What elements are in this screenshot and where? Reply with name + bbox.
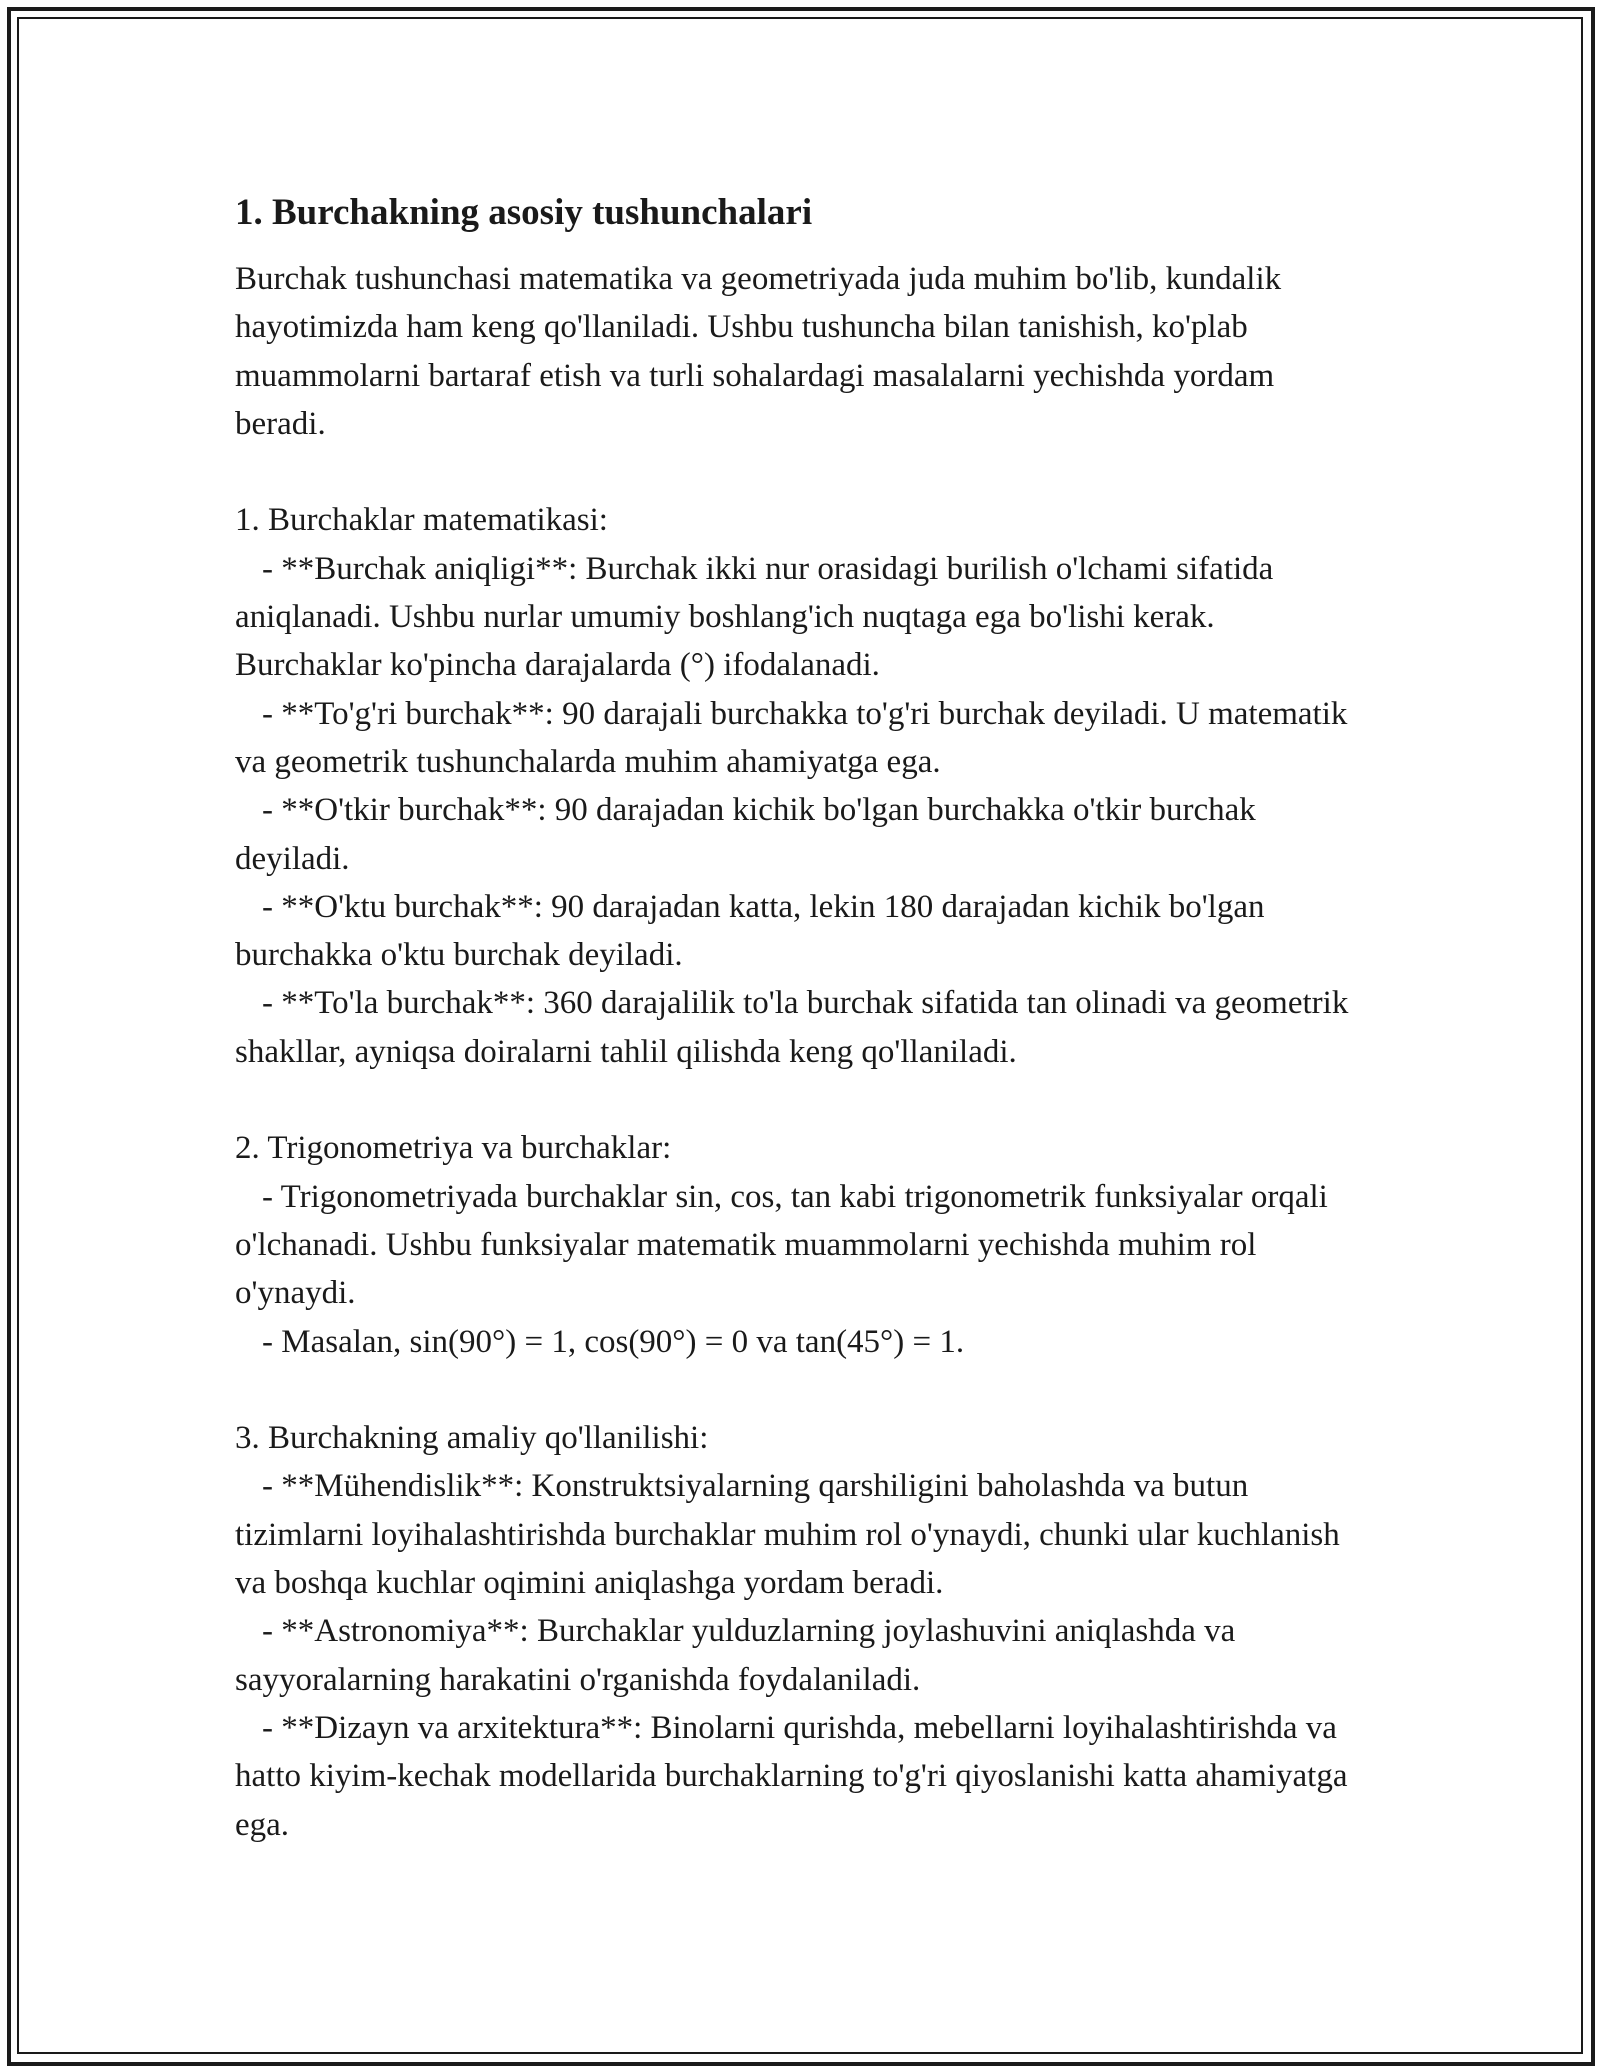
list-item: - **O'tkir burchak**: 90 darajadan kichik bo'lgan burchakka o'tkir burchak deyiladi.: [235, 792, 1256, 877]
list-item: - **To'la burchak**: 360 darajalilik to'la burchak sifatida tan olinadi va geometrik shakllar, ayniqsa doiralarni tahlil qilishda keng qo'llaniladi.: [235, 985, 1349, 1070]
list-item: - **Astronomiya**: Burchaklar yulduzlarning joylashuvini aniqlashda va sayyoralarning harakatini o'rganishda foydalaniladi.: [235, 1613, 1236, 1698]
list-item: - Trigonometriyada burchaklar sin, cos, tan kabi trigonometrik funksiyalar orqali o'lchanadi. Ushbu funksiyalar matematik muammolarni yechishda muhim rol o'ynaydi.: [235, 1178, 1328, 1312]
section-trigonometry: [235, 1124, 1365, 1365]
document-body: [235, 185, 1365, 1849]
list-item: - **Burchak aniqligi**: Burchak ikki nur orasidagi burilish o'lchami sifatida aniqlanadi. Ushbu nurlar umumiy boshlang'ich nuqtaga ega bo'lishi kerak. Burchaklar ko'pincha darajalarda (°) ifodalanadi.: [235, 550, 1274, 684]
document-heading: 1. Burchakning asosiy tushunchalari: [235, 192, 813, 233]
list-item: - **Dizayn va arxitektura**: Binolarni qurishda, mebellarni loyihalashtirishda va hatto kiyim-kechak modellarida burchaklarning to'g'ri qiyoslanishi katta ahamiyatga ega.: [235, 1709, 1348, 1843]
list-item: - **O'ktu burchak**: 90 darajadan katta, lekin 180 darajadan kichik bo'lgan burchakka o'ktu burchak deyiladi.: [235, 888, 1265, 974]
section-title: 3. Burchakning amaliy qo'llanilishi:: [235, 1420, 709, 1457]
list-item: - **Mühendislik**: Konstruktsiyalarning qarshiligini baholashda va butun tizimlarni loyihalashtirishda burchaklar muhim rol o'ynaydi, chunki ular kuchlanish va boshqa kuchlar oqimini aniqlashga yordam beradi.: [235, 1468, 1340, 1602]
section-applications: [235, 1414, 1365, 1849]
list-item: - **To'g'ri burchak**: 90 darajali burchakka to'g'ri burchak deyiladi. U matematik va geometrik tushunchalarda muhim ahamiyatga ega.: [235, 695, 1348, 780]
intro-paragraph: Burchak tushunchasi matematika va geometriyada juda muhim bo'lib, kundalik hayotimizda ham keng qo'llaniladi. Ushbu tushuncha bilan tanishish, ko'plab muammolarni bartaraf etish va turli sohalardagi masalalarni yechishda yordam beradi.: [235, 261, 1282, 442]
section-angles-math: [235, 496, 1365, 1076]
section-title: 1. Burchaklar matematikasi:: [235, 502, 608, 539]
section-title: 2. Trigonometriya va burchaklar:: [235, 1130, 672, 1167]
list-item: - Masalan, sin(90°) = 1, cos(90°) = 0 va tan(45°) = 1.: [262, 1323, 965, 1360]
